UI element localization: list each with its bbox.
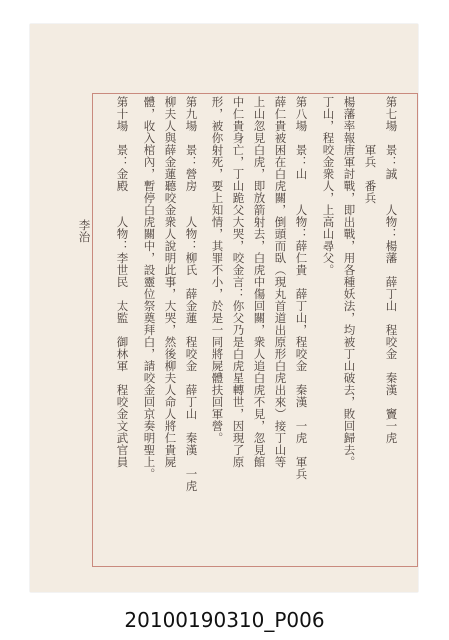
text-column-12: 體，收入棺內，暫停白虎關中，設靈位祭奠拜白，請咬金回京奏明聖上。 [142, 96, 157, 480]
text-column-7: 上山忽見白虎，即放箭射去，白虎中傷回關，衆人追白虎不見，忽見館 [252, 96, 267, 468]
text-column-2: 軍兵 番兵 [363, 96, 378, 204]
text-column-3: 楊藩率報唐軍討戰，即出戰，用各種妖法，均被丁山破去，敗回歸去。 [342, 96, 357, 468]
text-column-9: 形，被你射死，要上知情，其罪不小，於是一同將屍體扶回軍營。 [210, 96, 225, 444]
document-page [30, 24, 418, 592]
text-column-1: 第七場 景：誠 人物：楊藩 薛丁山 程咬金 秦漢 竇一虎 [384, 96, 399, 444]
text-column-6: 薛仁貴被困在白虎關，倒頭而臥（現丸首道出原形白虎出來）接丁山等 [273, 96, 288, 468]
text-column-13: 第十場 景：金殿 人物：李世民 太監 御林軍 程咬金文武官員 [115, 96, 130, 468]
image-id-caption: 20100190310_P006 [124, 608, 325, 632]
text-column-8: 中仁貴身亡，丁山跪父大哭，咬金言：你父乃是白虎星轉世，因現了原 [231, 96, 246, 468]
text-column-4: 丁山，程咬金衆人，上高山尋父。 [321, 96, 336, 276]
text-column-14: 李治 [77, 219, 92, 243]
text-column-11: 柳夫人與薛金蓮聽咬金衆人說明此事，大哭，然後柳夫人命人將仁貴屍 [163, 96, 178, 468]
text-column-5: 第八場 景：山 人物：薛仁貴 薛丁山，程咬金 秦漢 一虎 軍兵 [294, 96, 309, 480]
text-column-10: 第九場 景：營房 人物：柳氏 薛金蓮 程咬金 薛丁山 秦漢 一虎 [184, 96, 199, 492]
